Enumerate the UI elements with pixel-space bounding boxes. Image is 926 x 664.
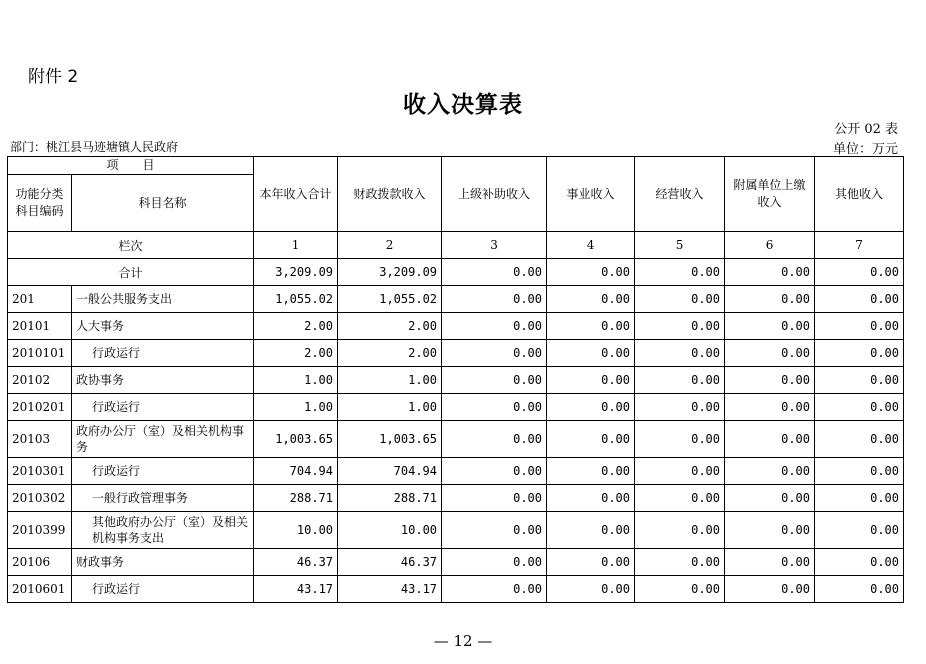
row-value: 2.00 [338,313,442,340]
row-value: 0.00 [635,576,725,603]
revenue-table [7,156,904,603]
row-value: 0.00 [815,313,904,340]
row-value: 10.00 [254,512,338,549]
row-value: 10.00 [338,512,442,549]
row-value: 0.00 [725,394,815,421]
page-number: — 12 — [433,632,493,650]
row-code: 2010301 [8,458,72,485]
row-name: 行政运行 [72,458,254,485]
row-code: 2010101 [8,340,72,367]
table-row [8,458,904,485]
row-value: 1.00 [254,367,338,394]
column-header: 本年收入合计 [254,157,338,232]
page-title: 收入决算表 [403,92,523,118]
row-value: 1,003.65 [254,421,338,458]
row-value: 0.00 [442,340,547,367]
total-cell: 0.00 [442,259,547,286]
row-value: 43.17 [338,576,442,603]
row-value: 46.37 [338,549,442,576]
column-index-label: 栏次 [8,232,254,259]
row-value: 0.00 [815,394,904,421]
row-value: 0.00 [635,421,725,458]
row-value: 2.00 [338,340,442,367]
header-row-1 [8,157,904,175]
row-value: 0.00 [442,576,547,603]
row-code: 20103 [8,421,72,458]
item-header: 项 目 [8,157,254,175]
row-value: 1,003.65 [338,421,442,458]
column-index-cell: 1 [254,232,338,259]
table-row [8,340,904,367]
row-value: 0.00 [547,512,635,549]
row-value: 0.00 [547,485,635,512]
row-value: 0.00 [547,576,635,603]
row-value: 1,055.02 [254,286,338,313]
row-value: 1.00 [254,394,338,421]
row-value: 0.00 [442,421,547,458]
column-header: 事业收入 [547,157,635,232]
row-value: 0.00 [725,340,815,367]
row-name: 行政运行 [72,340,254,367]
column-header: 财政拨款收入 [338,157,442,232]
table-row [8,549,904,576]
row-value: 0.00 [635,549,725,576]
row-value: 0.00 [815,549,904,576]
row-value: 0.00 [725,458,815,485]
name-header: 科目名称 [72,175,254,232]
row-value: 0.00 [815,286,904,313]
row-value: 0.00 [725,286,815,313]
column-header: 其他收入 [815,157,904,232]
row-code: 20102 [8,367,72,394]
row-value: 46.37 [254,549,338,576]
row-code: 2010302 [8,485,72,512]
department-label: 部门：桃江县马迹塘镇人民政府 [10,140,179,154]
row-name: 一般公共服务支出 [72,286,254,313]
total-label: 合计 [8,259,254,286]
row-code: 2010601 [8,576,72,603]
row-value: 0.00 [635,485,725,512]
column-header: 经营收入 [635,157,725,232]
row-value: 0.00 [442,458,547,485]
row-value: 0.00 [815,340,904,367]
row-value: 2.00 [254,313,338,340]
row-value: 704.94 [338,458,442,485]
table-row [8,512,904,549]
row-name: 政协事务 [72,367,254,394]
row-value: 1.00 [338,394,442,421]
total-cell: 3,209.09 [254,259,338,286]
row-value: 1.00 [338,367,442,394]
column-header: 上级补助收入 [442,157,547,232]
table-row [8,313,904,340]
row-value: 1,055.02 [338,286,442,313]
row-value: 0.00 [725,421,815,458]
row-value: 0.00 [547,313,635,340]
table-row [8,421,904,458]
total-cell: 0.00 [547,259,635,286]
row-value: 0.00 [442,394,547,421]
row-value: 0.00 [815,421,904,458]
row-value: 0.00 [547,458,635,485]
row-value: 0.00 [635,512,725,549]
row-value: 0.00 [815,458,904,485]
row-value: 2.00 [254,340,338,367]
row-value: 0.00 [442,286,547,313]
row-value: 0.00 [815,367,904,394]
row-value: 0.00 [635,394,725,421]
row-value: 0.00 [725,313,815,340]
row-name: 人大事务 [72,313,254,340]
row-value: 0.00 [725,512,815,549]
row-name: 财政事务 [72,549,254,576]
row-value: 0.00 [442,485,547,512]
column-index-cell: 3 [442,232,547,259]
total-row [8,259,904,286]
row-value: 0.00 [547,421,635,458]
row-name: 其他政府办公厅（室）及相关机构事务支出 [72,512,254,549]
row-value: 0.00 [442,512,547,549]
row-value: 0.00 [815,512,904,549]
row-value: 0.00 [547,286,635,313]
row-value: 704.94 [254,458,338,485]
row-value: 0.00 [635,367,725,394]
column-index-cell: 2 [338,232,442,259]
total-cell: 0.00 [815,259,904,286]
attachment-label: 附件 2 [28,67,79,87]
row-value: 288.71 [254,485,338,512]
row-value: 0.00 [725,576,815,603]
table-row [8,286,904,313]
total-cell: 0.00 [725,259,815,286]
row-value: 0.00 [442,367,547,394]
column-index-cell: 4 [547,232,635,259]
row-value: 0.00 [635,340,725,367]
row-value: 288.71 [338,485,442,512]
row-code: 2010399 [8,512,72,549]
column-index-cell: 6 [725,232,815,259]
column-index-row [8,232,904,259]
row-value: 0.00 [442,313,547,340]
row-value: 0.00 [725,549,815,576]
row-value: 0.00 [442,549,547,576]
table-row [8,394,904,421]
row-value: 0.00 [547,340,635,367]
row-code: 201 [8,286,72,313]
total-cell: 0.00 [635,259,725,286]
row-value: 0.00 [635,313,725,340]
unit-label: 单位：万元 [832,142,898,157]
table-row [8,576,904,603]
table-body [8,157,904,603]
row-name: 政府办公厅（室）及相关机构事务 [72,421,254,458]
column-index-cell: 7 [815,232,904,259]
table-row [8,485,904,512]
row-name: 行政运行 [72,394,254,421]
row-value: 0.00 [547,549,635,576]
total-cell: 3,209.09 [338,259,442,286]
code-header: 功能分类科目编码 [8,175,72,232]
row-value: 43.17 [254,576,338,603]
row-value: 0.00 [547,367,635,394]
row-value: 0.00 [725,485,815,512]
row-name: 行政运行 [72,576,254,603]
row-value: 0.00 [547,394,635,421]
row-value: 0.00 [635,458,725,485]
column-index-cell: 5 [635,232,725,259]
row-value: 0.00 [815,576,904,603]
table-row [8,367,904,394]
form-number: 公开 02 表 [834,122,898,137]
row-code: 20106 [8,549,72,576]
row-value: 0.00 [635,286,725,313]
row-code: 20101 [8,313,72,340]
row-name: 一般行政管理事务 [72,485,254,512]
row-value: 0.00 [815,485,904,512]
row-value: 0.00 [725,367,815,394]
row-code: 2010201 [8,394,72,421]
column-header: 附属单位上缴收入 [725,157,815,232]
